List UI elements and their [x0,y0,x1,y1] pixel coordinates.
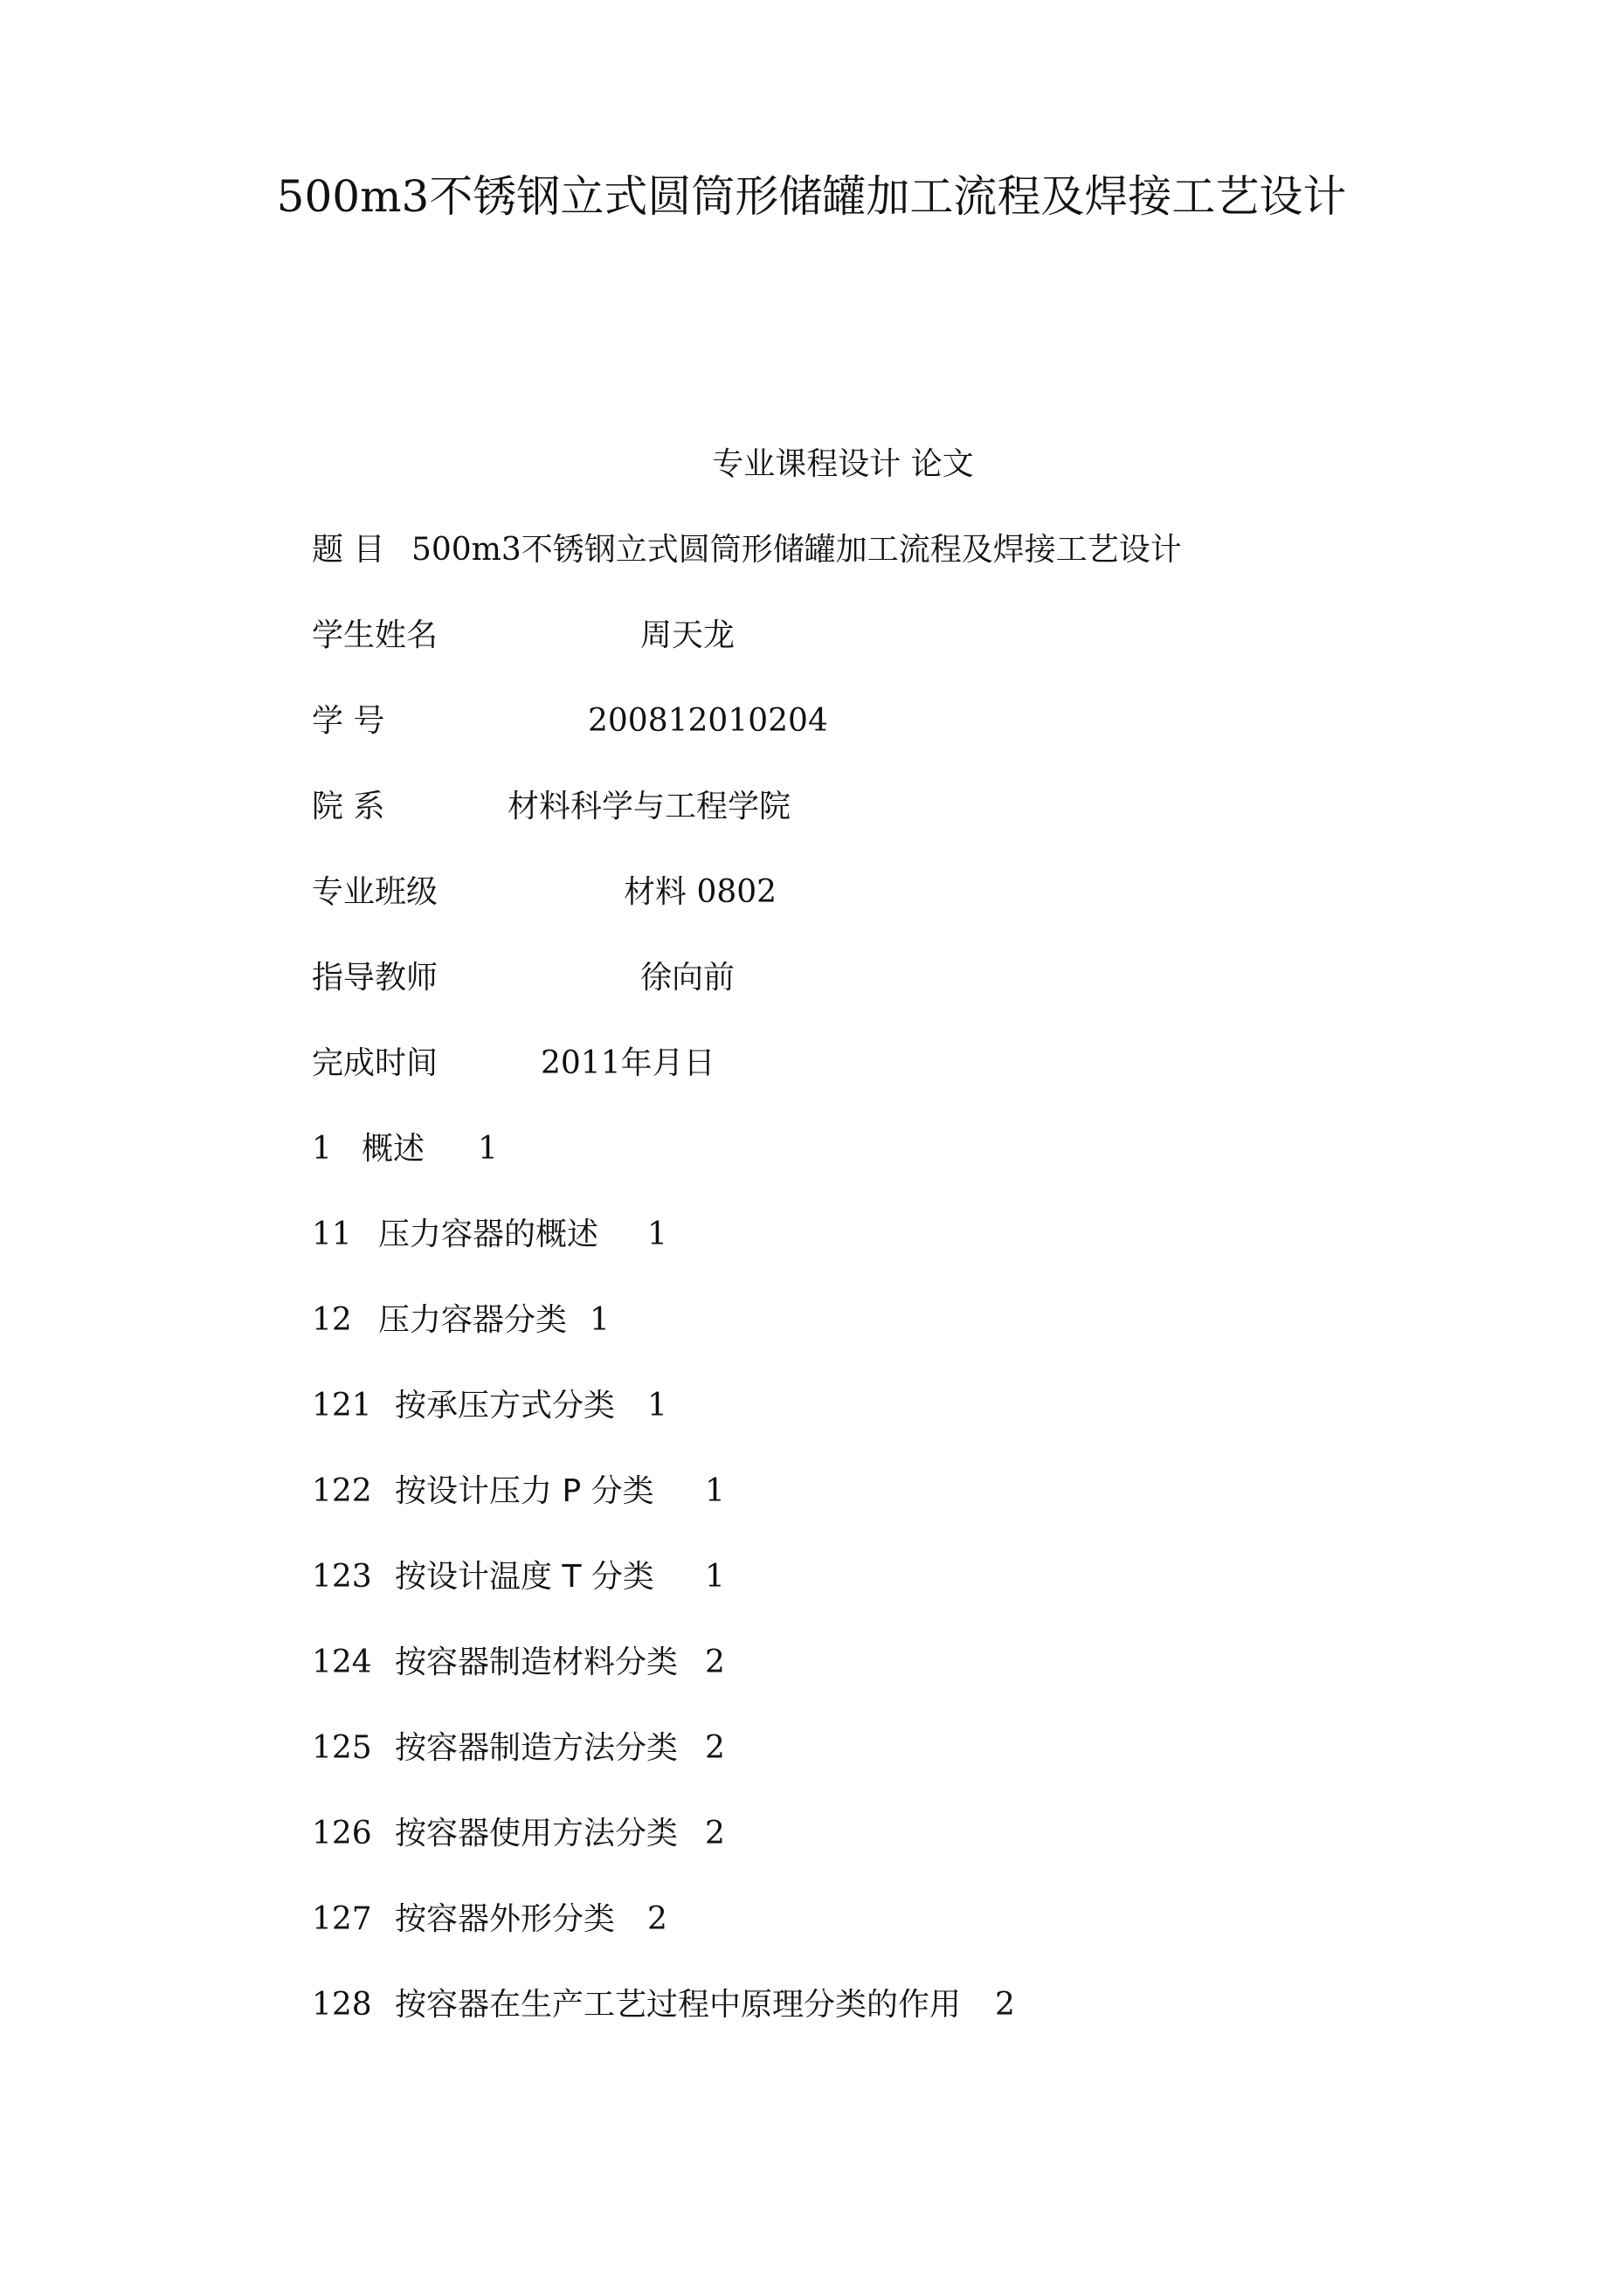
toc-title: 按容器使用方法分类 [395,1816,679,1851]
toc-title: 按容器制造方法分类 [395,1730,679,1766]
document-title: 500m3不锈钢立式圆筒形储罐加工流程及焊接工艺设计 [276,171,1347,222]
info-value: 材料科学与工程学院 [508,789,791,824]
toc-title: 压力容器分类 [378,1302,568,1338]
toc-title: 按设计压力 P 分类 [395,1473,654,1509]
toc-title: 按容器外形分类 [395,1901,616,1937]
toc-number: 125 [312,1730,372,1766]
toc-number: 128 [312,1987,372,2023]
toc-number: 1 [312,1131,332,1167]
toc-number: 127 [312,1901,372,1937]
toc-page: 2 [995,1987,1015,2023]
info-value: 2011年月日 [541,1045,715,1081]
toc-number: 124 [312,1644,372,1680]
info-label: 专业班级 [312,874,439,910]
toc-page: 1 [647,1217,667,1252]
toc-page: 2 [647,1901,667,1937]
toc-page: 2 [705,1730,725,1766]
info-value: 200812010204 [588,703,828,739]
toc-title: 压力容器的概述 [378,1217,599,1252]
info-value: 周天龙 [640,617,736,653]
info-value: 材料 0802 [624,874,777,910]
toc-page: 2 [705,1644,725,1680]
toc-page: 1 [647,1388,667,1424]
toc-page: 1 [705,1559,725,1595]
toc-number: 123 [312,1559,372,1595]
info-label: 学生姓名 [312,617,439,653]
toc-title: 按容器制造材料分类 [395,1644,679,1680]
info-label: 指导教师 [312,960,439,996]
toc-number: 122 [312,1473,372,1509]
toc-number: 12 [312,1302,352,1338]
toc-number: 121 [312,1388,372,1424]
toc-page: 1 [705,1473,725,1509]
toc-title: 概述 [362,1131,425,1167]
toc-page: 2 [705,1816,725,1851]
toc-title: 按承压方式分类 [395,1388,616,1424]
document-subtitle: 专业课程设计 论文 [712,446,974,482]
toc-number: 11 [312,1217,352,1252]
info-label: 院 系 [312,789,385,824]
info-label: 题 目 [312,532,385,568]
toc-number: 126 [312,1816,372,1851]
toc-page: 1 [478,1131,498,1167]
toc-title: 按设计温度 T 分类 [395,1559,654,1595]
info-label: 学 号 [312,703,385,739]
info-value: 徐向前 [640,960,736,996]
info-label: 完成时间 [312,1045,439,1081]
toc-page: 1 [590,1302,610,1338]
info-value: 500m3不锈钢立式圆筒形储罐加工流程及焊接工艺设计 [411,532,1182,568]
toc-title: 按容器在生产工艺过程中原理分类的作用 [395,1987,962,2023]
